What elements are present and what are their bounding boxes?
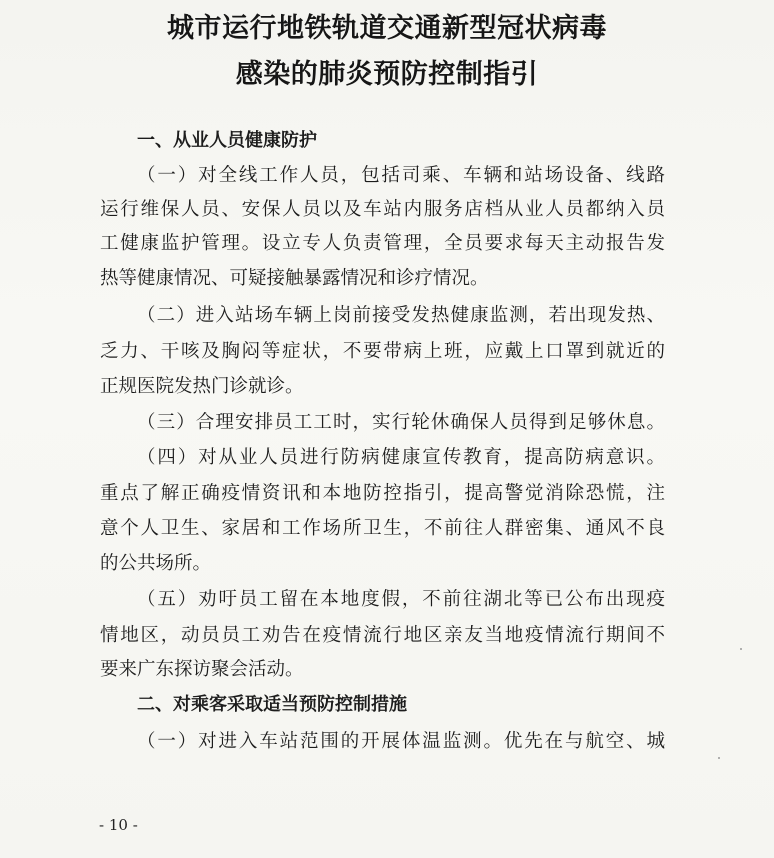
- paragraph-line: （三）合理安排员工工时，实行轮休确保人员得到足够休息。: [137, 412, 665, 433]
- paragraph-line: 意个人卫生、家居和工作场所卫生，不前往人群密集、通风不良: [100, 518, 665, 539]
- section-heading-1: 一、从业人员健康防护: [137, 130, 317, 151]
- paragraph-line: （二）进入站场车辆上岗前接受发热健康监测，若出现发热、: [137, 305, 665, 326]
- scan-speck: [718, 757, 720, 759]
- paragraph-line: （四）对从业人员进行防病健康宣传教育，提高防病意识。: [137, 447, 665, 468]
- paragraph-line: 重点了解正确疫情资讯和本地防控指引，提高警觉消除恐慌，注: [100, 483, 665, 504]
- document-title-line-1: 城市运行地铁轨道交通新型冠状病毒: [167, 13, 607, 44]
- paragraph-line: （一）对进入车站范围的开展体温监测。优先在与航空、城: [137, 731, 665, 752]
- paragraph-line: 正规医院发热门诊就诊。: [100, 376, 304, 397]
- page-number: - 10 -: [99, 816, 138, 834]
- paragraph-line: （五）劝吁员工留在本地度假，不前往湖北等已公布出现疫: [137, 589, 665, 610]
- paragraph-line: 热等健康情况、可疑接触暴露情况和诊疗情况。: [100, 268, 489, 289]
- paragraph-line: 要来广东探访聚会活动。: [100, 659, 304, 680]
- paragraph-line: （一）对全线工作人员，包括司乘、车辆和站场设备、线路: [137, 165, 665, 186]
- section-heading-2: 二、对乘客采取适当预防控制措施: [137, 694, 407, 715]
- document-title-line-2: 感染的肺炎预防控制指引: [235, 59, 539, 90]
- paragraph-line: 运行维保人员、安保人员以及车站内服务店档从业人员都纳入员: [100, 199, 665, 220]
- paragraph-line: 的公共场所。: [100, 553, 212, 574]
- paragraph-line: 乏力、干咳及胸闷等症状，不要带病上班，应戴上口罩到就近的: [100, 341, 665, 362]
- scan-speck: [740, 648, 742, 650]
- paragraph-line: 工健康监护管理。设立专人负责管理，全员要求每天主动报告发: [100, 233, 665, 254]
- paragraph-line: 情地区，动员员工劝告在疫情流行地区亲友当地疫情流行期间不: [100, 625, 665, 646]
